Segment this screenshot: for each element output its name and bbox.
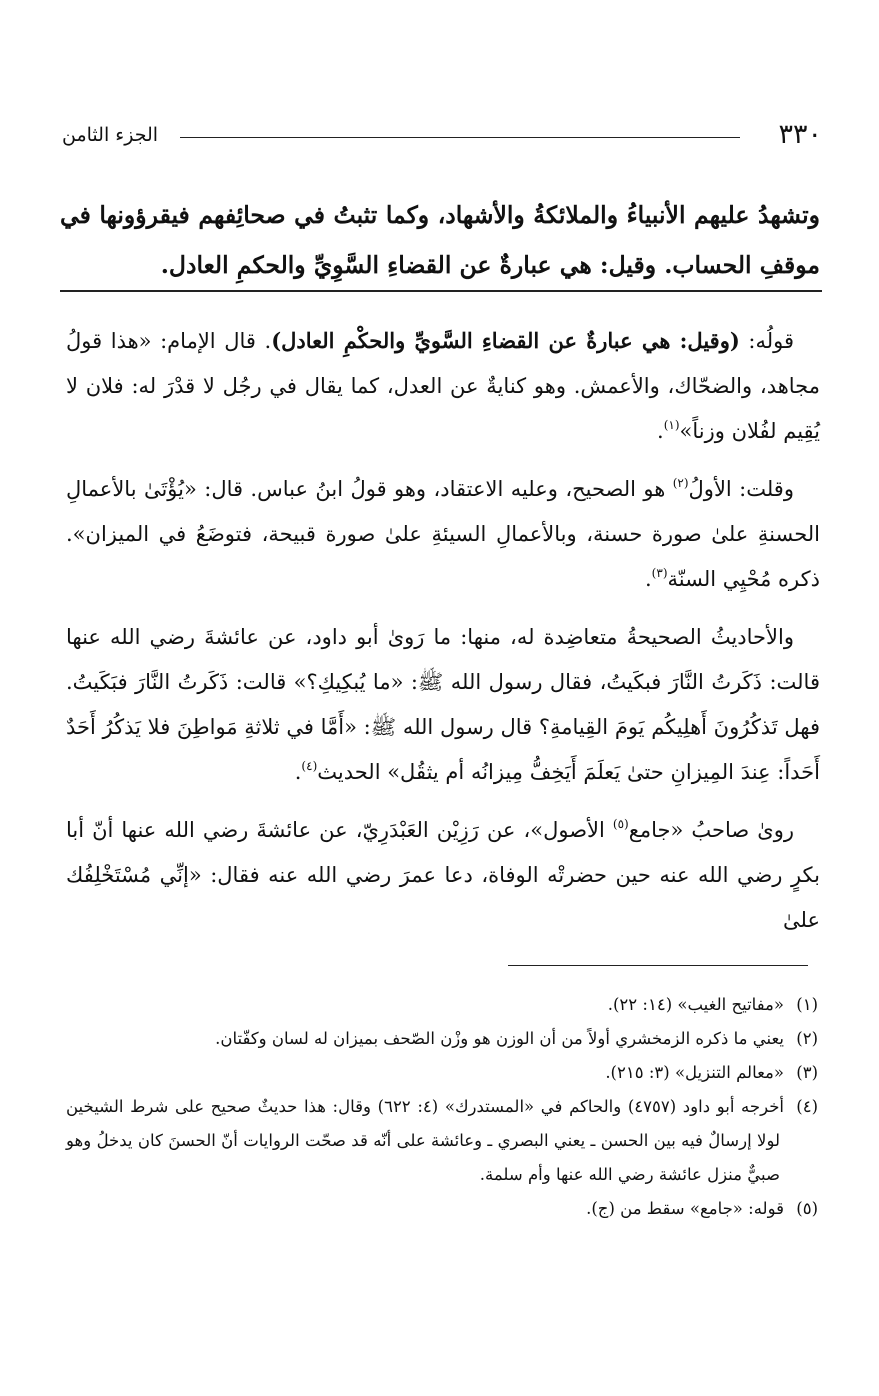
paragraph-tail: . (294, 760, 302, 784)
footnote-text: «معالم التنزيل» (٣: ٢١٥). (605, 1063, 784, 1082)
footnote (66, 988, 818, 1022)
commentary-paragraph (66, 467, 820, 602)
header-rule (180, 137, 740, 138)
commentary-paragraph (66, 808, 820, 943)
footnote-ref[interactable]: (٢) (672, 476, 689, 490)
paragraph-text: . قال الإمام: «هذا قولُ مجاهد، والضحّاك، والأعمش. وهو كنايةٌ عن العدل، كما يقال في رجُل لا قدْرَ له: فلان لا يُقِيم لفُلان وزناً» (66, 329, 820, 443)
commentary (66, 318, 820, 956)
footnote (66, 1192, 818, 1226)
commentary-paragraph (66, 318, 820, 454)
footnote-ref[interactable]: (١) (663, 418, 680, 432)
footnote-text: «مفاتيح الغيب» (١٤: ٢٢). (607, 995, 784, 1014)
paragraph-lead: وقلت: الأولُ (688, 477, 794, 501)
paragraph-text: الأصول»، عن رَزِيْن العَبْدَرِيّ، عن عائشةَ رضي الله عنها أنّ أبا بكرٍ رضي الله عنه حين حضرتْه الوفاة، دعا عمرَ رضي الله عنه فقال: «إنِّي مُسْتَخْلِفُك علىٰ (66, 818, 820, 932)
footnote-number: (٥) (796, 1199, 818, 1218)
quoted-matn: (وقيل: هي عبارةٌ عن القضاءِ السَّويِّ والحكْمِ العادل) (271, 328, 740, 353)
matn-divider (60, 290, 822, 292)
page-number: ٣٣٠ (778, 119, 822, 150)
footnotes (66, 988, 818, 1226)
paragraph-lead: قولُه: (739, 329, 794, 353)
paragraph-tail: . (644, 567, 652, 591)
footnote-text: يعني ما ذكره الزمخشري أولاً من أن الوزن هو وزْن الصّحف بميزان له لسان وكفّتان. (215, 1029, 784, 1048)
footnote-divider (508, 965, 808, 966)
paragraph-lead: روىٰ صاحبُ «جامع (628, 818, 794, 842)
footnote-ref[interactable]: (٤) (301, 759, 318, 773)
part-title: الجزء الثامن (62, 124, 159, 146)
paragraph-text: والأحاديثُ الصحيحةُ متعاضِدة له، منها: ما رَوىٰ أبو داود، عن عائشةَ رضي الله عنها قالت: ذَكَرتُ النَّارَ فبكَيتُ، فقال رسول الله ﷺ: «ما يُبكِيكِ؟» قالت: ذَكَرتُ النَّارَ فبَكَيتُ. فهل تَذكُرُونَ أَهلِيكُم يَومَ القِيامةِ؟ قال رسول الله ﷺ: «أَمَّا في ثلاثةِ مَواطِنَ فلا يَذكُرُ أَحَدٌ أَحَداً: عِندَ المِيزانِ حتىٰ يَعلَمَ أَيَخِفُّ مِيزانُه أم يثقُل» الحديث (66, 625, 820, 784)
running-header (62, 118, 822, 152)
footnote-number: (٤) (796, 1097, 818, 1116)
footnote-number: (١) (796, 995, 818, 1014)
commentary-paragraph (66, 615, 820, 795)
footnote (66, 1056, 818, 1090)
footnote (66, 1022, 818, 1056)
footnote-number: (٢) (796, 1029, 818, 1048)
paragraph-tail: . (657, 419, 664, 443)
matn-text (60, 190, 820, 290)
paragraph-text: هو الصحيح، وعليه الاعتقاد، وهو قولُ ابنُ عباس. قال: «يُؤْتَىٰ بالأعمالِ الحسنةِ علىٰ صورة حسنة، وبالأعمالِ السيئةِ علىٰ صورة قبيحة، فتوضَعُ في الميزان». ذكره مُحْيِي السنّة (66, 477, 820, 591)
footnote (66, 1090, 818, 1192)
matn-bold: وقيل: هي عبارةٌ عن القضاءِ السَّوِيِّ والحكمِ العادل. (160, 251, 657, 279)
footnote-ref[interactable]: (٣) (651, 566, 668, 580)
footnote-text: أخرجه أبو داود (٤٧٥٧) والحاكم في «المستدرك» (٤: ٦٢٢) وقال: هذا حديثٌ صحيح على شرط الشيخين لولا إرسالٌ فيه بين الحسن ـ يعني البصري ـ وعائشة على أنّه قد صحّت الروايات أنّ الحسنَ كان يدخلُ وهو صبيٌّ منزل عائشة رضي الله عنها وأم سلمة. (66, 1097, 784, 1184)
matn-plain: وتشهدُ عليهم الأنبياءُ والملائكةُ والأشهاد، وكما تثبتُ في صحائِفهم فيقرؤونها في موقفِ الحساب. (60, 201, 820, 279)
footnote-number: (٣) (796, 1063, 818, 1082)
footnote-ref[interactable]: (٥) (612, 817, 629, 831)
footnote-text: قوله: «جامع» سقط من (ج). (586, 1199, 784, 1218)
